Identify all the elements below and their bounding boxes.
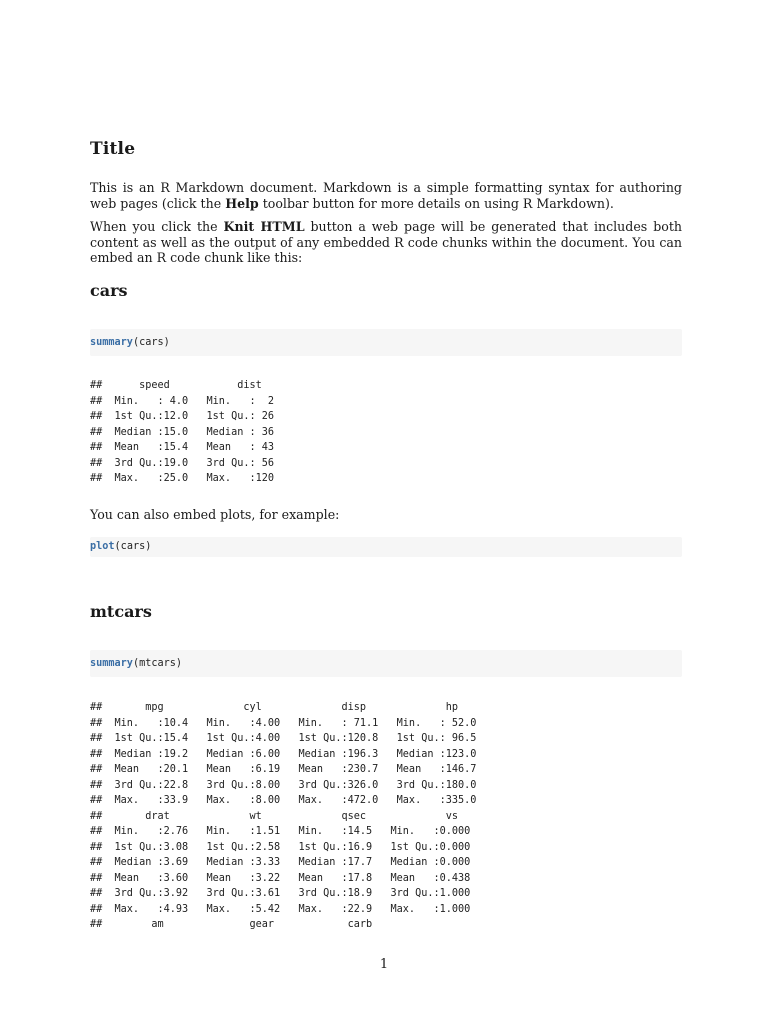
plot-function: plot bbox=[90, 541, 115, 552]
summary-function: summary bbox=[90, 337, 133, 348]
output-line: ## Mean :20.1 Mean :6.19 Mean :230.7 Mean :146.7 bbox=[90, 764, 489, 775]
cars-summary-output bbox=[90, 378, 305, 487]
knit-html-bold-text: Knit HTML bbox=[223, 219, 305, 234]
intro-paragraph-2: When you click the Knit HTML button a web page will be generated that includes both content as well as the output of any embedded R code chunks within the document. You can embed an R code chunk like this: bbox=[90, 219, 683, 265]
cars-plot-code-chunk: plot(cars) bbox=[90, 537, 682, 557]
output-line: ## Min. : 4.0 Min. : 2 bbox=[90, 395, 287, 407]
output-line: ## Mean :3.60 Mean :3.22 Mean :17.8 Mean :0.438 bbox=[90, 872, 483, 884]
output-line: ## 1st Qu.:12.0 1st Qu.: 26 bbox=[90, 411, 287, 422]
output-line: ## Mean :15.4 Mean : 43 bbox=[90, 442, 287, 453]
help-bold-text: Help bbox=[225, 195, 259, 211]
page-number: 1 bbox=[379, 957, 389, 972]
plots-paragraph: You can also embed plots, for example: bbox=[90, 507, 340, 522]
output-line: ## 1st Qu.:3.08 1st Qu.:2.58 1st Qu.:16.9 1st Qu.:0.000 bbox=[90, 841, 483, 853]
mtcars-summary-code-chunk: summary(mtcars) bbox=[90, 650, 682, 677]
output-line: ## Max. :33.9 Max. :8.00 Max. :472.0 Max. :335.0 bbox=[90, 795, 489, 806]
output-line: ## 3rd Qu.:22.8 3rd Qu.:8.00 3rd Qu.:326.0 3rd Qu.:180.0 bbox=[90, 779, 489, 791]
output-line: ## drat wt qsec vs bbox=[90, 810, 501, 822]
output-line: ## Min. :10.4 Min. :4.00 Min. : 71.1 Min. : 52.0 bbox=[90, 717, 489, 729]
output-line: ## Median :15.0 Median : 36 bbox=[90, 426, 287, 438]
output-line: ## 1st Qu.:15.4 1st Qu.:4.00 1st Qu.:120.8 1st Qu.: 96.5 bbox=[90, 733, 489, 744]
output-line: ## Median :19.2 Median :6.00 Median :196.3 Median :123.0 bbox=[90, 748, 489, 760]
output-line: ## 3rd Qu.:3.92 3rd Qu.:3.61 3rd Qu.:18.9 3rd Qu.:1.000 bbox=[90, 888, 483, 899]
intro-paragraph-1: This is an R Markdown document. Markdown is a simple formatting syntax for authoring web pages (click the Help toolbar button for more details on using R Markdown). bbox=[90, 180, 682, 211]
output-line: ## Min. :2.76 Min. :1.51 Min. :14.5 Min. :0.000 bbox=[90, 826, 483, 837]
output-line: ## speed dist bbox=[90, 380, 305, 391]
cars-summary-code-chunk: summary(cars) bbox=[90, 329, 682, 356]
output-line: ## Max. :25.0 Max. :120 bbox=[90, 473, 287, 484]
mtcars-summary-output bbox=[90, 700, 501, 933]
output-line: ## Median :3.69 Median :3.33 Median :17.7 Median :0.000 bbox=[90, 857, 483, 868]
output-line: ## Max. :4.93 Max. :5.42 Max. :22.9 Max. :1.000 bbox=[90, 903, 483, 915]
document-title: Title bbox=[90, 139, 136, 159]
summary-function: summary bbox=[90, 658, 133, 669]
output-line: ## am gear carb bbox=[90, 919, 409, 930]
cars-heading: cars bbox=[90, 281, 128, 300]
output-line: ## mpg cyl disp hp bbox=[90, 702, 501, 713]
output-line: ## 3rd Qu.:19.0 3rd Qu.: 56 bbox=[90, 457, 287, 469]
mtcars-heading: mtcars bbox=[90, 602, 152, 621]
